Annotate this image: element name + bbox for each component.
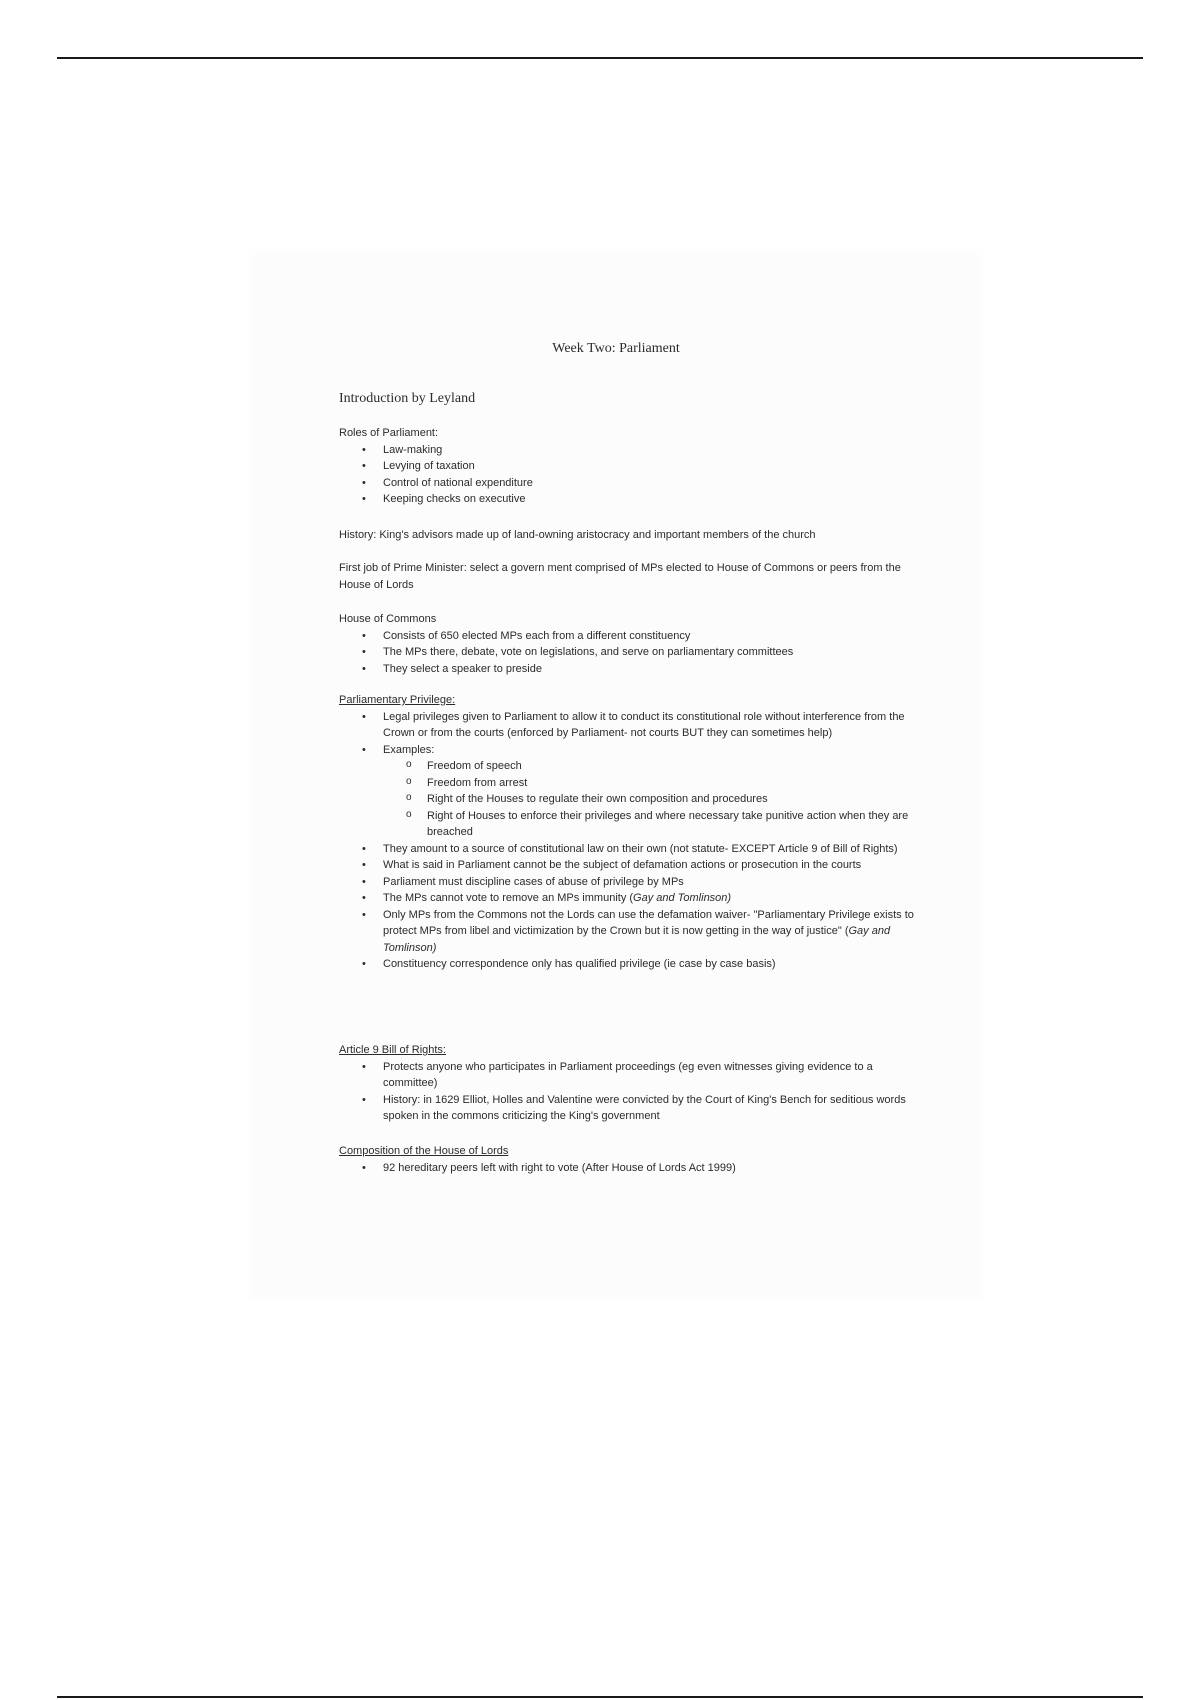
list-item: • The MPs there, debate, vote on legislations, and serve on parliamentary committees: [339, 644, 919, 661]
sub-list-item: o Right of the Houses to regulate their own composition and procedures: [383, 791, 919, 808]
commons-heading: House of Commons: [339, 613, 437, 625]
privilege-list: [339, 709, 919, 973]
document-page: [256, 257, 976, 1293]
sub-list-item: o Right of Houses to enforce their privileges and where necessary take punitive action when they are breached: [383, 808, 919, 841]
list-item: [339, 742, 919, 841]
item-text: Only MPs from the Commons not the Lords can use the defamation waiver- "Parliamentary Privilege exists to protect MPs from libel and victimization by the Crown but it is now getting in the way of justice" (: [383, 908, 914, 937]
list-item: • Protects anyone who participates in Parliament proceedings (eg even witnesses giving evidence to a committee): [339, 1059, 919, 1092]
bottom-rule: [57, 1696, 1143, 1698]
commons-list: [339, 628, 919, 678]
roles-heading: Roles of Parliament:: [339, 427, 439, 439]
list-item: • They amount to a source of constitutional law on their own (not statute- EXCEPT Article 9 of Bill of Rights): [339, 841, 919, 858]
lords-list: [339, 1160, 919, 1177]
list-item: • Consists of 650 elected MPs each from a different constituency: [339, 628, 919, 645]
roles-list: [339, 442, 919, 508]
list-item: • Constituency correspondence only has qualified privilege (ie case by case basis): [339, 956, 919, 973]
list-item: • 92 hereditary peers left with right to vote (After House of Lords Act 1999): [339, 1160, 919, 1177]
article9-heading: Article 9 Bill of Rights:: [339, 1044, 446, 1056]
pm-paragraph: [339, 560, 919, 593]
lords-heading: Composition of the House of Lords: [339, 1145, 509, 1157]
privilege-section: [339, 692, 919, 973]
commons-section: [339, 611, 919, 677]
citation: Gay and Tomlinson): [633, 892, 732, 904]
sub-list-item: o Freedom from arrest: [383, 775, 919, 792]
list-item: • Keeping checks on executive: [339, 491, 919, 508]
list-item: • What is said in Parliament cannot be the subject of defamation actions or prosecution in the courts: [339, 857, 919, 874]
pm-text: First job of Prime Minister: select a govern ment comprised of MPs elected to House of Commons or peers from the House of Lords: [339, 562, 901, 591]
document-title: Week Two: Parliament: [552, 341, 680, 356]
list-item: • History: in 1629 Elliot, Holles and Valentine were convicted by the Court of King's Bench for seditious words spoken in the commons criticizing the King's government: [339, 1092, 919, 1125]
item-text: The MPs cannot vote to remove an MPs immunity (: [383, 892, 634, 904]
top-rule: [57, 57, 1143, 59]
roles-section: [339, 425, 919, 508]
privilege-heading: Parliamentary Privilege:: [339, 694, 456, 706]
list-item: • Levying of taxation: [339, 458, 919, 475]
sub-list-item: o Freedom of speech: [383, 758, 919, 775]
history-text: History: King's advisors made up of land-owning aristocracy and important members of the church: [339, 529, 816, 541]
list-item: • Control of national expenditure: [339, 475, 919, 492]
article9-list: [339, 1059, 919, 1125]
lords-section: [339, 1143, 919, 1176]
list-item: • They select a speaker to preside: [339, 661, 919, 678]
citation: Gay and Tomlinson): [383, 925, 891, 954]
list-item: [339, 890, 919, 907]
list-item: • Legal privileges given to Parliament to allow it to conduct its constitutional role without interference from the Crown or from the courts (enforced by Parliament- not courts BUT they can sometimes help): [339, 709, 919, 742]
article9-section: [339, 1042, 919, 1125]
examples-list: [383, 758, 919, 841]
examples-label: Examples:: [383, 743, 435, 756]
list-item: • Parliament must discipline cases of abuse of privilege by MPs: [339, 874, 919, 891]
history-paragraph: [339, 527, 919, 544]
intro-heading: Introduction by Leyland: [339, 391, 476, 406]
list-item: [339, 907, 919, 957]
list-item: • Law-making: [339, 442, 919, 459]
